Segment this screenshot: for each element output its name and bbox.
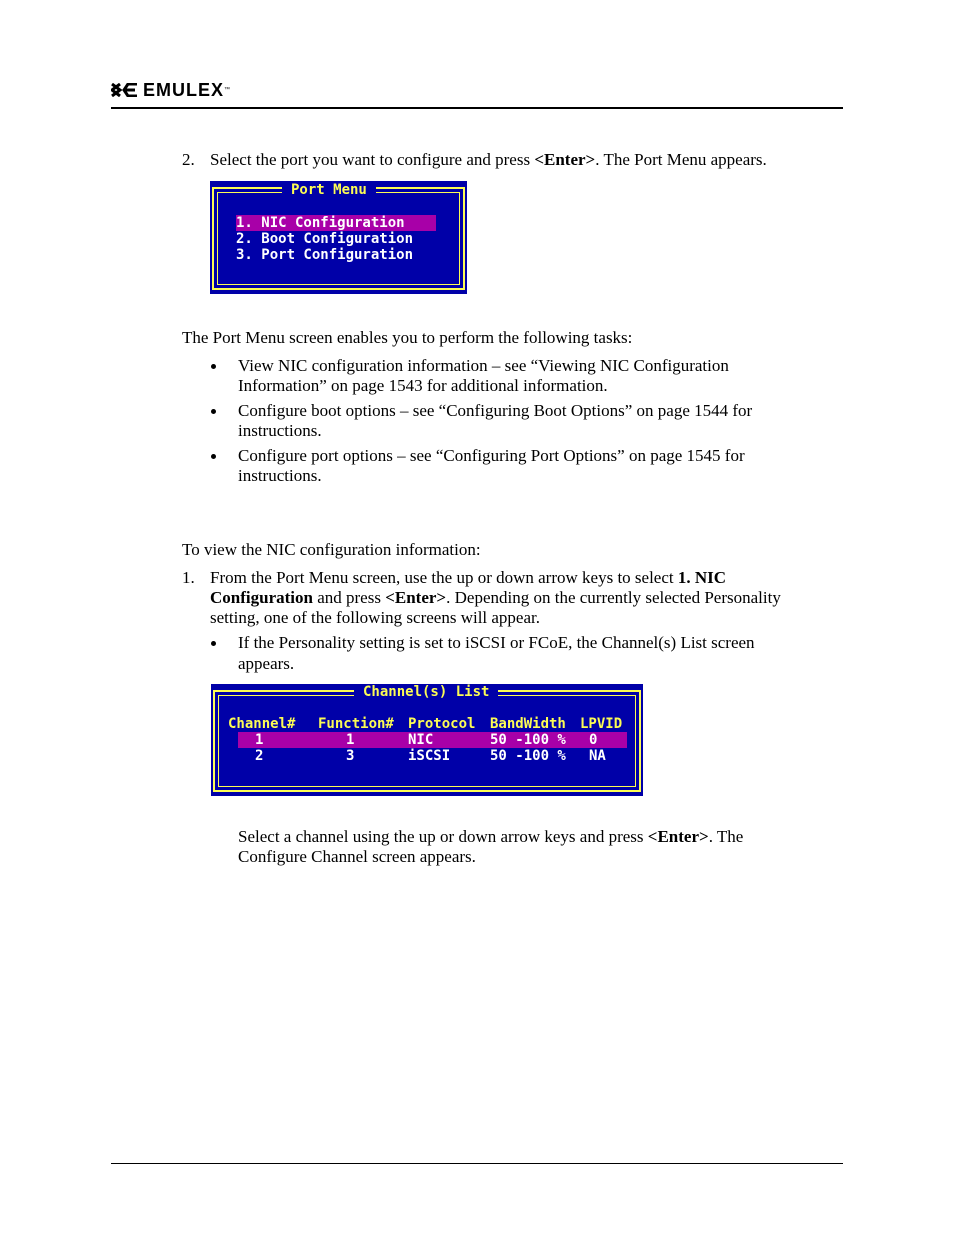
header-rule (111, 107, 843, 109)
channel-list-screenshot (211, 684, 643, 796)
bullet-dot (211, 641, 216, 646)
sub-bullet-line-1: If the Personality setting is set to iSCSI or FCoE, the Channel(s) List screen (238, 633, 755, 652)
step-2-number: 2. (182, 150, 195, 169)
row-1-lpvid[interactable]: 0 (589, 732, 598, 748)
menu-item-boot-configuration[interactable]: 2. Boot Configuration (236, 231, 414, 247)
channel-list-title: Channel(s) List (354, 684, 498, 700)
task-bullet-1-line-2: Information” on page 1543 for additional information. (238, 376, 608, 395)
row-1-bandwidth[interactable]: 50 -100 % (490, 732, 566, 748)
column-header-bandwidth: BandWidth (490, 716, 566, 732)
row-1-function[interactable]: 1 (346, 732, 355, 748)
row-2-function[interactable]: 3 (346, 748, 355, 764)
step-1-line-1: From the Port Menu screen, use the up or down arrow keys to select 1. NIC (210, 568, 727, 587)
logo-text: EMULEX (143, 80, 225, 100)
bullet-dot (211, 364, 216, 369)
menu-item-port-configuration[interactable]: 3. Port Configuration (236, 247, 414, 263)
trademark-mark: ™ (224, 87, 231, 93)
column-header-channel: Channel# (228, 716, 296, 732)
step-1-number: 1. (182, 568, 195, 587)
row-2-bandwidth[interactable]: 50 -100 % (490, 748, 566, 764)
step-1-line-2: Configuration and press <Enter>. Depending on the currently selected Personality (210, 588, 781, 607)
task-bullet-1-line-1: View NIC configuration information – see “Viewing NIC Configuration (238, 356, 729, 375)
sub-bullet-line-2: appears. (238, 654, 295, 673)
row-2-protocol[interactable]: iSCSI (408, 748, 451, 764)
task-bullet-2-line-2: instructions. (238, 421, 322, 440)
port-menu-title: Port Menu (282, 182, 376, 198)
bullet-dot (211, 454, 216, 459)
task-bullet-2-line-1: Configure boot options – see “Configuring Boot Options” on page 1544 for (238, 401, 753, 420)
column-header-protocol: Protocol (408, 716, 476, 732)
column-header-function: Function# (318, 716, 394, 732)
row-1-channel[interactable]: 1 (255, 732, 264, 748)
row-2-lpvid[interactable]: NA (589, 748, 606, 764)
port-menu-screenshot (210, 181, 467, 294)
step-2-text: Select the port you want to configure and press <Enter>. The Port Menu appears. (210, 150, 767, 169)
emulex-logo (111, 80, 230, 100)
task-bullet-3-line-2: instructions. (238, 466, 322, 485)
enter-key-label: <Enter> (647, 827, 709, 846)
footer-rule (111, 1163, 843, 1164)
row-2-channel[interactable]: 2 (255, 748, 264, 764)
row-1-protocol[interactable]: NIC (408, 732, 434, 748)
enter-key-label: <Enter> (385, 588, 447, 607)
select-channel-line-2: Configure Channel screen appears. (238, 847, 476, 866)
enter-key-label: <Enter> (534, 150, 596, 169)
emulex-logo-mark-icon (111, 83, 139, 97)
task-bullet-3-line-1: Configure port options – see “Configuring Port Options” on page 1545 for (238, 446, 745, 465)
step-1-line-3: setting, one of the following screens will appear. (210, 608, 540, 627)
column-header-lpvid: LPVID (580, 716, 623, 732)
tasks-intro: The Port Menu screen enables you to perform the following tasks: (182, 328, 633, 347)
menu-item-nic-configuration[interactable]: 1. NIC Configuration (236, 215, 436, 231)
bullet-dot (211, 409, 216, 414)
select-channel-line-1: Select a channel using the up or down arrow keys and press <Enter>. The (238, 827, 744, 846)
view-nic-intro: To view the NIC configuration information: (182, 540, 481, 559)
